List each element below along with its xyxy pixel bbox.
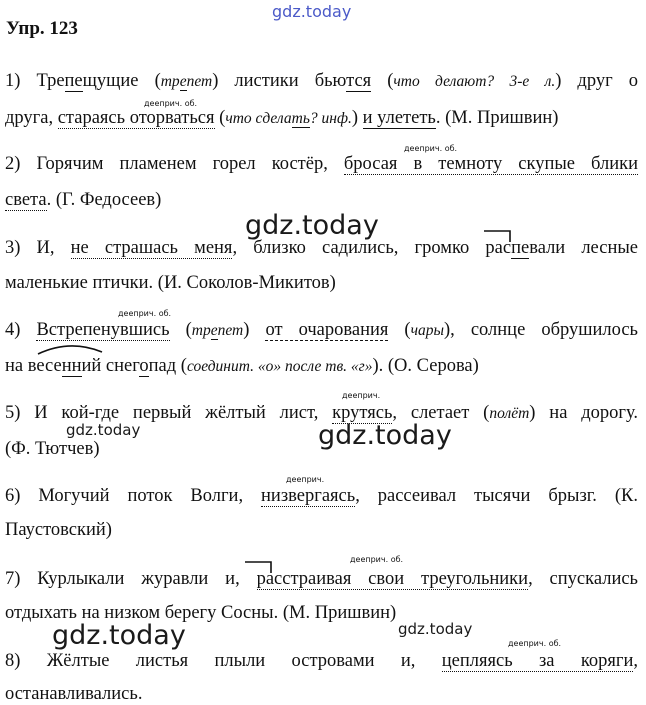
participle-note-1: дееприч. об. (144, 99, 198, 108)
watermark-bottom-left: gdz.today (52, 620, 186, 651)
participle-note-8: дееприч. об. (508, 639, 562, 648)
watermark-center: gdz.today (245, 210, 379, 241)
sentence-3-line-2: маленькие птички. (И. Соколов-Микитов) (5, 273, 336, 293)
sentence-1-line-1: 1) Трепещущие (трепет) листики бьются (что делают? 3-е л.) друг о (5, 71, 638, 91)
sentence-4-line-1: 4) Встрепенувшись (трепет) от очарования (чары), солнце обрушилось (5, 320, 638, 340)
sentence-5-line-2: (Ф. Тютчев) (5, 439, 100, 459)
watermark-left: gdz.today (66, 421, 141, 439)
watermark-bottom-right: gdz.today (398, 620, 473, 638)
watermark-right: gdz.today (318, 420, 452, 451)
participle-note-2: дееприч. об. (404, 144, 458, 153)
sentence-4-line-2: на весенний снегопад (соединит. «о» после тв. «г»). (О. Серова) (5, 356, 479, 376)
participle-note-4: дееприч. об. (118, 309, 172, 318)
participle-note-7: дееприч. об. (350, 555, 404, 564)
sentence-8-line-2: останавливались. (5, 684, 143, 704)
sentence-5-line-1: 5) И кой-где первый жёлтый лист, крутясь, слетает (полёт) на дорогу. (5, 403, 639, 423)
sentence-7-line-1: 7) Курлыкали журавли и, расстраивая свои треугольники, спускались (5, 569, 638, 589)
participle-note-5: дееприч. (342, 391, 381, 400)
sentence-2-line-2: света. (Г. Федосеев) (5, 190, 162, 210)
root-arc-mark (36, 341, 106, 355)
sentence-6-line-2: Паустовский) (5, 520, 112, 540)
sentence-7-line-2: отдыхать на низком берегу Сосны. (М. Пришвин) (5, 603, 397, 623)
sentence-1-line-2: друга, стараясь оторваться (что сделать? инф.) и улететь. (М. Пришвин) (5, 108, 559, 128)
sentence-6-line-1: 6) Могучий поток Волги, низвергаясь, рассеивал тысячи брызг. (К. (5, 486, 638, 506)
sentence-2-line-1: 2) Горячим пламенем горел костёр, бросая в темноту скупые блики (5, 154, 639, 174)
watermark-top: gdz.today (272, 2, 352, 21)
participle-note-6: дееприч. (286, 475, 325, 484)
sentence-3-line-1: 3) И, не страшась меня, близко садились, громко распевали лесные (5, 238, 638, 258)
exercise-title: Упр. 123 (6, 18, 78, 39)
sentence-8-line-1: 8) Жёлтые листья плыли островами и, цепляясь за коряги, (5, 651, 638, 671)
